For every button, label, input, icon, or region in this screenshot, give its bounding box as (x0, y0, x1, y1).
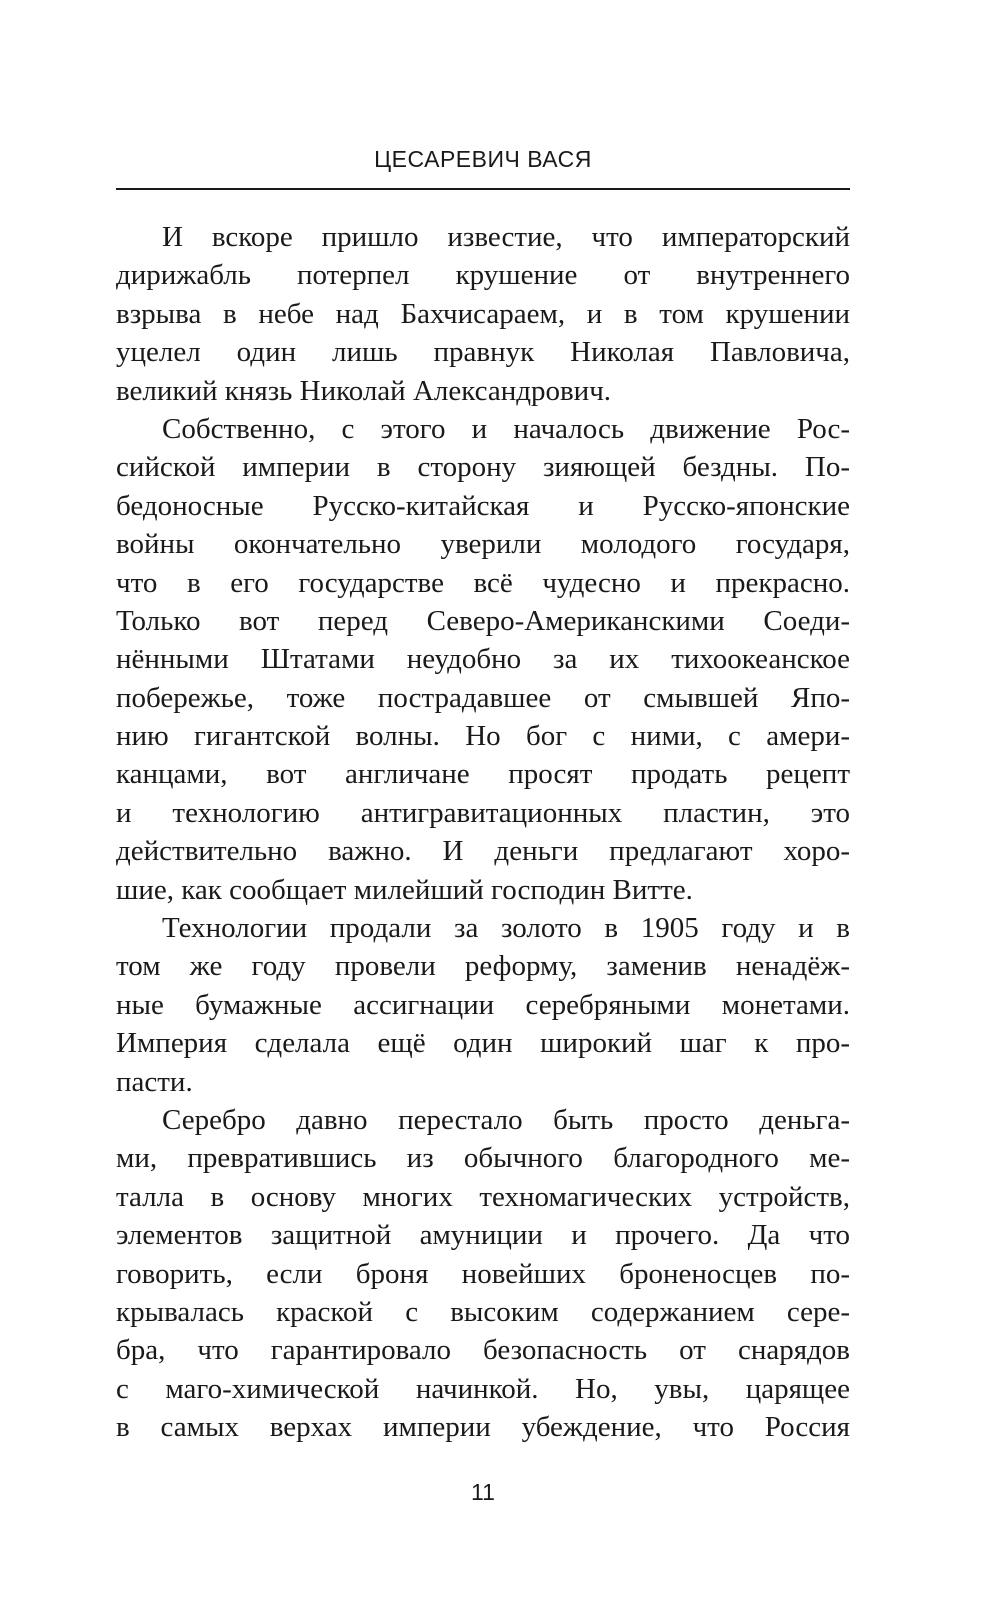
text-line: действительно важно. И деньги предлагают хоро- (116, 835, 850, 868)
text-line: говорить, если броня новейших броненосцев по- (116, 1257, 850, 1290)
running-head: ЦЕСАРЕВИЧ ВАСЯ (374, 146, 592, 172)
text-line: нию гигантской волны. Но бог с ними, с амери- (116, 720, 850, 753)
text-line: сийской империи в сторону зияющей бездны. По- (116, 451, 850, 484)
text-line: взрыва в небе над Бахчисараем, и в том крушении (116, 297, 850, 330)
text-line: бедоносные Русско-китайская и Русско-японские (116, 489, 850, 522)
text-line: канцами, вот англичане просят продать рецепт (116, 758, 850, 791)
text-line: ные бумажные ассигнации серебряными монетами. (116, 988, 850, 1021)
text-line: Серебро давно перестало быть просто деньга- (162, 1103, 850, 1136)
paragraph-3 (116, 909, 850, 1101)
text-line: с маго-химической начинкой. Но, увы, царящее (116, 1372, 850, 1405)
text-line: Собственно, с этого и началось движение Рос- (162, 412, 850, 445)
text-line: великий князь Николай Александрович. (116, 374, 612, 407)
body-text (116, 218, 850, 1447)
text-line: бра, что гарантировало безопасность от снарядов (116, 1334, 850, 1367)
text-line: том же году провели реформу, заменив ненадёж- (116, 950, 850, 983)
text-line: и технологию антигравитационных пластин, это (116, 796, 850, 829)
paragraph-4 (116, 1101, 850, 1447)
text-line: уцелел один лишь правнук Николая Павловича, (116, 336, 850, 369)
text-line: Империя сделала ещё один широкий шаг к про- (116, 1027, 850, 1060)
text-line: ми, превратившись из обычного благородного ме- (116, 1142, 850, 1175)
text-line: побережье, тоже пострадавшее от смывшей Япо- (116, 681, 850, 714)
text-line: крывалась краской с высоким содержанием сере- (116, 1295, 850, 1328)
page-number: 11 (471, 1479, 495, 1505)
text-line: талла в основу многих техномагических устройств, (116, 1180, 850, 1213)
text-line: пасти. (116, 1065, 193, 1098)
text-line: элементов защитной амуниции и прочего. Да что (116, 1219, 850, 1252)
text-line: И вскоре пришло известие, что императорский (162, 221, 850, 253)
text-line: войны окончательно уверили молодого государя, (116, 528, 850, 561)
text-line: Только вот перед Северо-Американскими Соеди- (116, 604, 850, 637)
text-line: что в его государстве всё чудесно и прекрасно. (116, 566, 850, 599)
text-line: нёнными Штатами неудобно за их тихоокеанское (116, 643, 850, 676)
header-rule (116, 188, 850, 190)
paragraph-1 (116, 218, 850, 410)
text-line: шие, как сообщает милейший господин Витте. (116, 873, 693, 906)
paragraph-2 (116, 410, 850, 909)
text-line: Технологии продали за золото в 1905 году и в (162, 912, 850, 945)
text-line: дирижабль потерпел крушение от внутреннего (116, 259, 850, 292)
text-line: в самых верхах империи убеждение, что Россия (116, 1411, 850, 1444)
